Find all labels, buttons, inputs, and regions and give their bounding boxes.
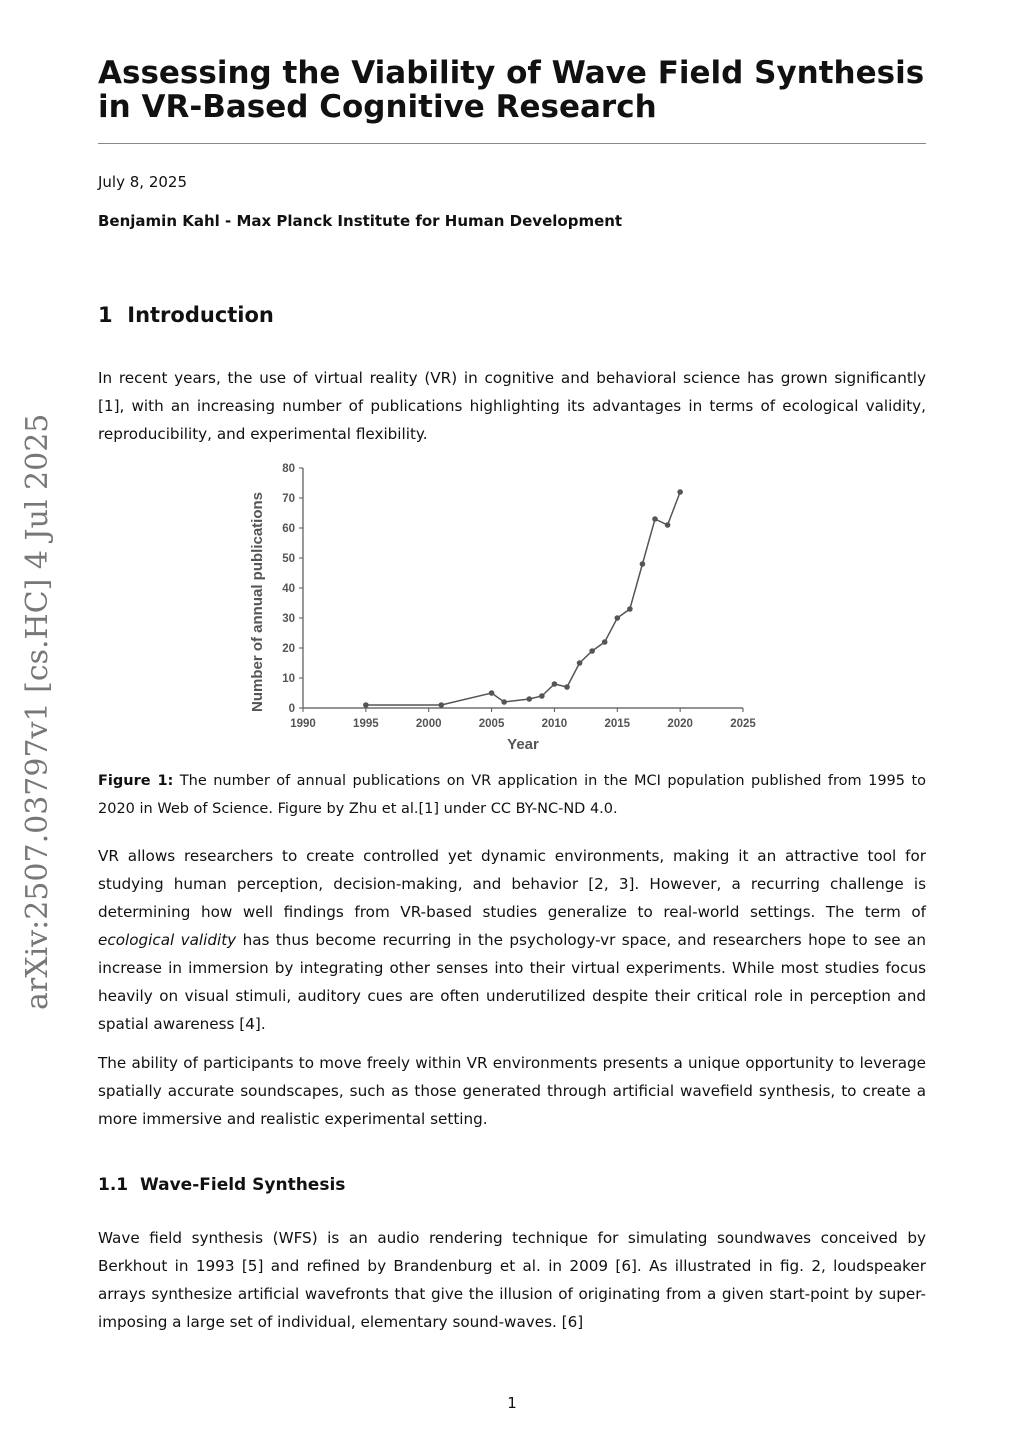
y-tick-label: 20	[282, 643, 295, 655]
data-point	[489, 690, 495, 696]
paper-title: Assessing the Viability of Wave Field Synthesis in VR-Based Cognitive Research	[98, 55, 925, 125]
paragraph: The ability of participants to move freely within VR environments presents a unique opportunity to leverage spatially accurate soundscapes, such as those generated through artificial wavefield synthesis, to create a more immersive and realistic experimental setting.	[98, 1054, 926, 1128]
data-point	[677, 489, 683, 495]
x-tick-label: 2020	[667, 718, 693, 730]
author: Benjamin Kahl - Max Planck Institute for Human Development	[98, 212, 623, 230]
data-point	[614, 615, 620, 621]
x-tick-label: 1990	[290, 718, 316, 730]
subsection-heading	[98, 1175, 345, 1195]
y-tick-label: 40	[282, 583, 295, 595]
x-tick-label: 2005	[478, 718, 505, 730]
data-point	[564, 684, 570, 690]
data-point	[577, 660, 583, 666]
figure-caption	[98, 767, 926, 823]
emphasis: ecological validity	[98, 931, 237, 949]
text: VR allows researchers to create controlled yet dynamic environments, making it an attractive tool for studying human perception, decision-making, and behavior [2, 3]. However, a recurring challenge is determining how well findings from VR-based studies generalize to real-world settings. The term of	[98, 847, 926, 921]
data-point	[438, 702, 444, 708]
data-point	[602, 639, 608, 645]
data-point	[589, 648, 595, 654]
x-tick-label: 2025	[730, 718, 756, 730]
date: July 8, 2025	[98, 173, 187, 191]
y-tick-label: 60	[282, 523, 295, 535]
data-point	[526, 696, 532, 702]
section-number: 1	[98, 303, 113, 327]
data-point	[539, 693, 545, 699]
y-tick-label: 10	[282, 673, 295, 685]
series-line	[366, 492, 680, 705]
y-tick-label: 70	[282, 493, 295, 505]
text: has thus become recurring in the psychology-vr space, and researchers hope to see an increase in immersion by integrating other senses into their virtual experiments. While most studies focus heavily on visual stimuli, auditory cues are often underutilized despite their critical role in perception and spatial awareness [4].	[98, 931, 926, 1033]
paragraph: Wave field synthesis (WFS) is an audio rendering technique for simulating soundwaves conceived by Berkhout in 1993 [5] and refined by Brandenburg et al. in 2009 [6]. As illustrated in fig. 2, loudspeaker arrays synthesize artificial wavefronts that give the illusion of originating from a given start-point by super-imposing a large set of individual, elementary sound-waves. [6]	[98, 1229, 926, 1331]
arxiv-identifier: arXiv:2507.03797v1 [cs.HC] 4 Jul 2025	[20, 413, 55, 1010]
data-point	[501, 699, 507, 705]
subsection-title: Wave-Field Synthesis	[139, 1175, 346, 1195]
subsection-number: 1.1	[98, 1175, 129, 1195]
page-number: 1	[507, 1394, 517, 1412]
data-point	[640, 561, 646, 567]
y-axis-label: Number of annual publications	[249, 491, 266, 713]
y-tick-label: 50	[282, 553, 295, 565]
paragraph	[98, 842, 926, 1038]
figure-label: Figure 1:	[98, 773, 174, 789]
x-axis-label: Year	[507, 736, 539, 753]
data-point	[363, 702, 369, 708]
y-tick-label: 80	[282, 463, 295, 475]
data-point	[552, 681, 558, 687]
data-point	[652, 516, 658, 522]
data-point	[665, 522, 671, 528]
x-tick-label: 2000	[415, 718, 442, 730]
paragraph: In recent years, the use of virtual reality (VR) in cognitive and behavioral science has grown significantly [1], with an increasing number of publications highlighting its advantages in terms of ecological validity, reproducibility, and experimental flexibility.	[98, 369, 926, 443]
data-point	[627, 606, 633, 612]
y-tick-label: 30	[282, 613, 295, 625]
x-tick-label: 1995	[353, 718, 379, 730]
caption-text: The number of annual publications on VR application in the MCI population published from 1995 to 2020 in Web of Science. Figure by Zhu et al.[1] under CC BY-NC-ND 4.0.	[98, 773, 927, 817]
section-title: Introduction	[127, 303, 274, 327]
x-tick-label: 2015	[604, 718, 631, 730]
y-tick-label: 0	[288, 703, 295, 715]
x-tick-label: 2010	[541, 718, 568, 730]
